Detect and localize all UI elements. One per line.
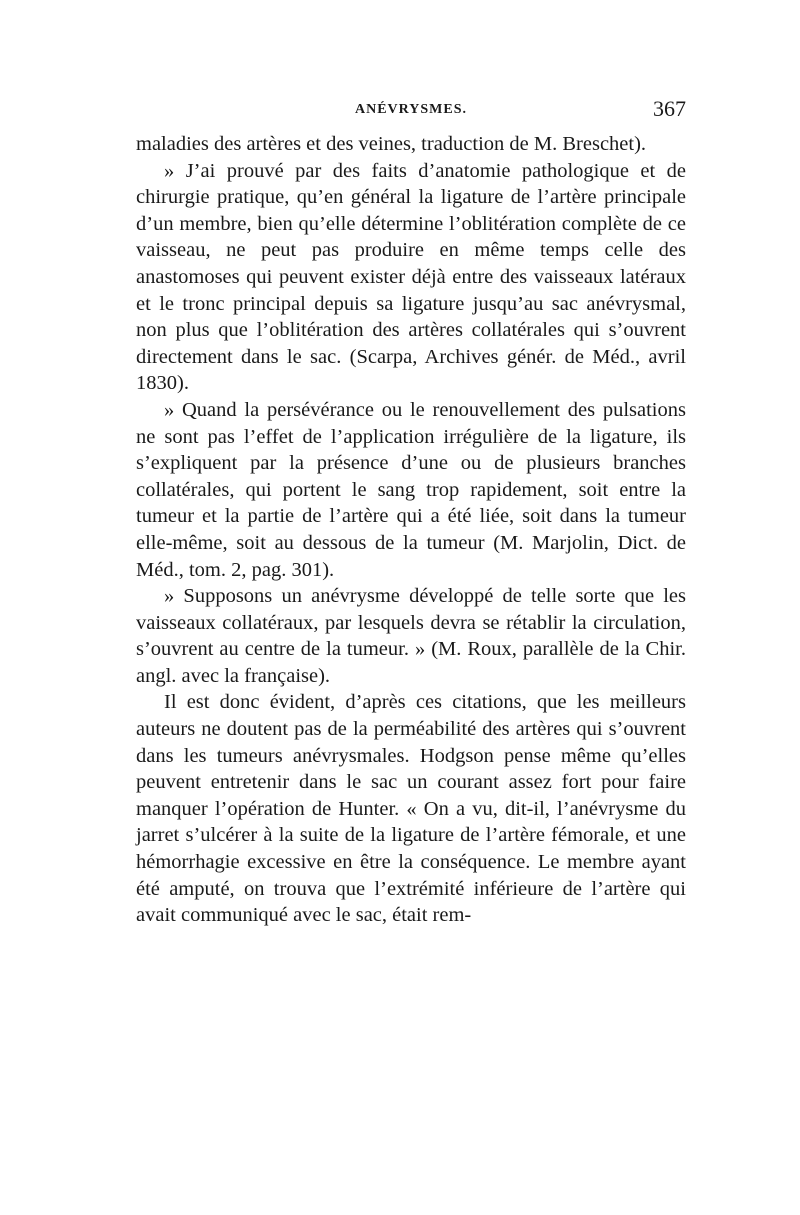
paragraph: » J’ai prouvé par des faits d’anatomie pathologique et de chirurgie pratique, qu’en général la ligature de l’artère principale d’un membre, bien qu’elle détermine l’oblitération complète de ce vaisseau, ne peut pas produire en même temps celle des anastomoses qui peuvent exister déjà entre des vaisseaux latéraux et le tronc principal depuis sa ligature jusqu’au sac anévrysmal, non plus que l’oblitération des artères collatérales qui s’ouvrent directement dans le sac. (Scarpa, Archives génér. de Méd., avril 1830). (136, 159, 686, 395)
paragraph: Il est donc évident, d’après ces citations, que les meilleurs auteurs ne doutent pas de la perméabilité des artères qui s’ouvrent dans les tumeurs anévrysmales. Hodgson pense même qu’elles peuvent entretenir dans le sac un courant assez fort pour faire manquer l’opération de Hunter. « On a vu, dit-il, l’anévrysme du jarret s’ulcérer à la suite de la ligature de l’artère fémorale, et une hémorrhagie excessive en être la conséquence. Le membre ayant été amputé, on trouva que l’extrémité inférieure de l’artère qui avait communiqué avec le sac, était rem- (136, 691, 686, 927)
page-number: 367 (653, 96, 686, 121)
body-text (136, 131, 686, 929)
paragraph: » Quand la persévérance ou le renouvellement des pulsations ne sont pas l’effet de l’application irrégulière de la ligature, ils s’expliquent par la présence d’une ou de plusieurs branches collatérales, qui portent le sang trop rapidement, soit entre la tumeur et la partie de l’artère qui a été liée, soit dans la tumeur elle-même, soit au dessous de la tumeur (M. Marjolin, Dict. de Méd., tom. 2, pag. 301). (136, 398, 686, 581)
paragraph: » Supposons un anévrysme développé de telle sorte que les vaisseaux collatéraux, par lesquels devra se rétablir la circulation, s’ouvrent au centre de la tumeur. » (M. Roux, parallèle de la Chir. angl. avec la française). (136, 585, 686, 687)
paragraph: maladies des artères et des veines, traduction de M. Breschet). (136, 133, 647, 155)
page-header (136, 96, 686, 128)
running-head: ANÉVRYSMES. (354, 102, 468, 117)
